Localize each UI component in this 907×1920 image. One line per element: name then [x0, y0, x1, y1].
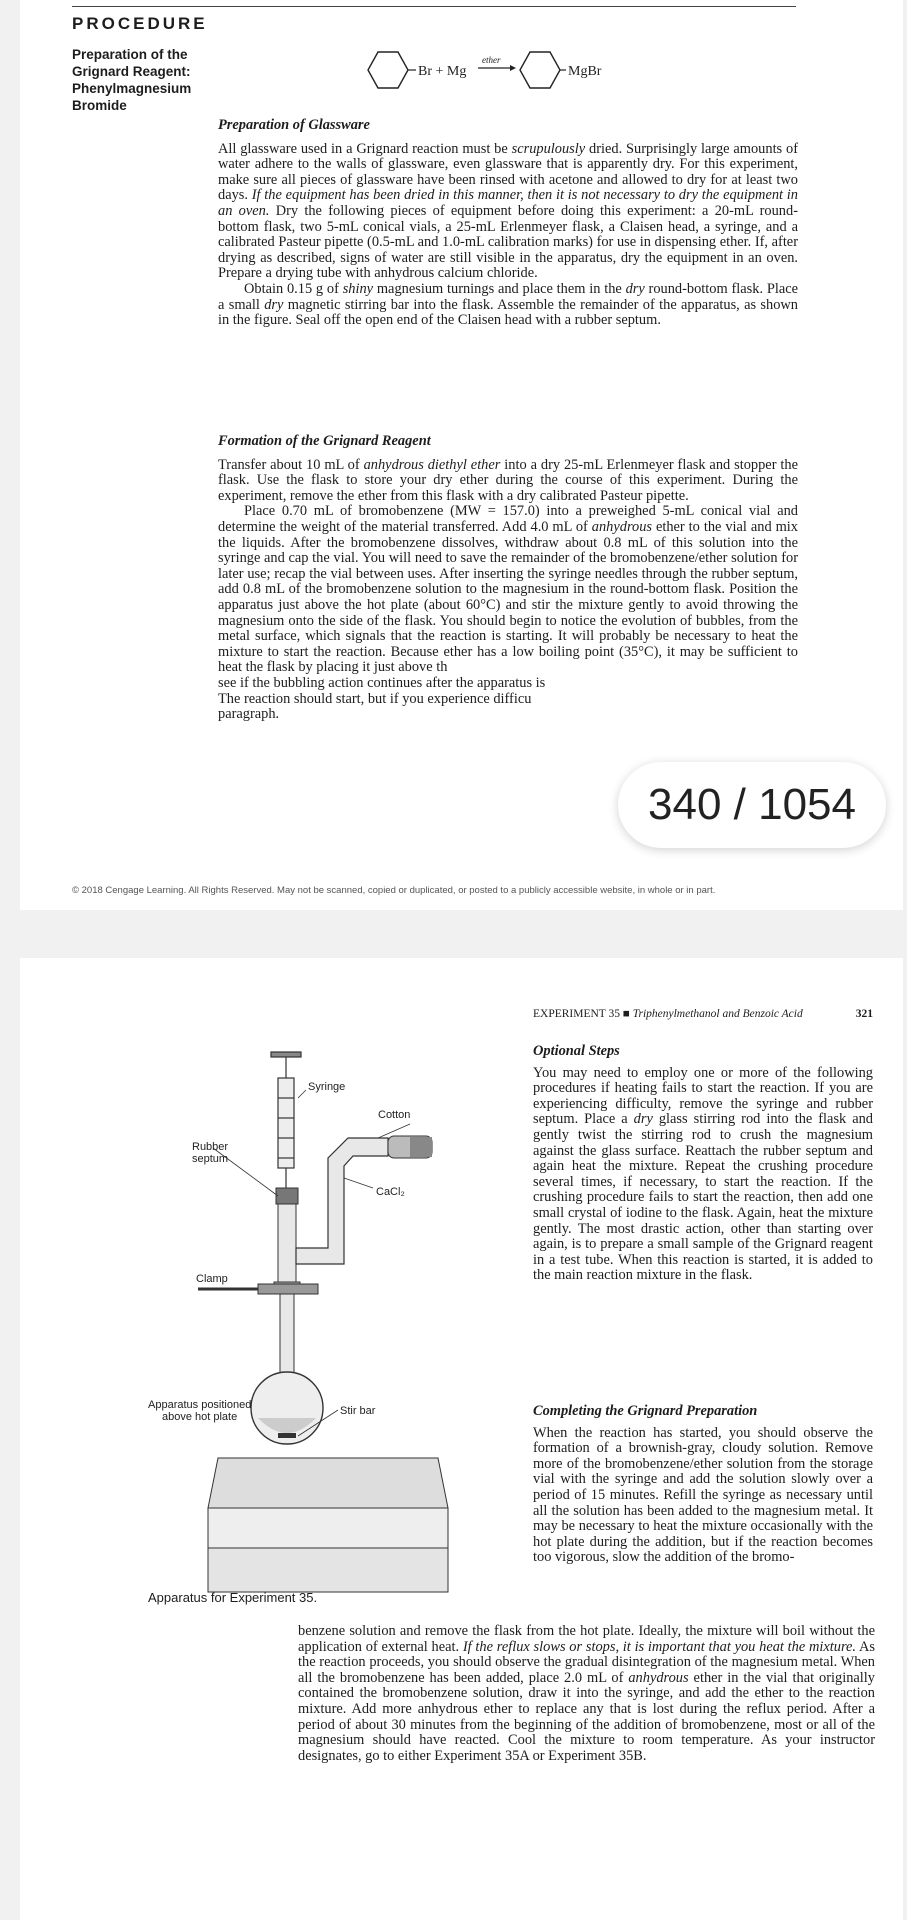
top-rule: [72, 6, 796, 7]
header-title: Triphenylmethanol and Benzoic Acid: [632, 1008, 803, 1020]
glassware-paragraph-2: Obtain 0.15 g of shiny magnesium turnings and place them in the dry round-bottom flask. Place a small dry magnetic stirring bar into the flask. Assemble the remainder of the apparatus, as shown in the figure. Seal off the open end of the Claisen head with a rubber septum.: [218, 280, 798, 329]
benzene-ring-icon: [520, 52, 560, 88]
hot-plate-icon: [208, 1458, 448, 1592]
completing-full-paragraph: benzene solution and remove the flask from the hot plate. Ideally, the mixture will boil without the application of external heat. If the reflux slows or stops, it is important that you heat the mixture. As the reaction proceeds, you should observe the gradual disintegration of the magnesium metal. When all the bromobenzene has been added, place 2.0 mL of anhydrous ether in the vial that originally contained the bromobenzene solution, draw it into the syringe, and add the ether to the reaction mixture. Add more anhydrous ether to replace any that is lost during the reflux period. After a period of about 30 minutes from the beginning of the addition of bromobenzene, most or all of the magnesium should have reacted. Cool the mixture to room temperature. As your instructor designates, go to either Experiment 35A or Experiment 35B.: [298, 1623, 875, 1764]
apparatus-figure: [148, 1038, 528, 1598]
copyright-notice: © 2018 Cengage Learning. All Rights Reserved. May not be scanned, copied or duplicated, or posted to a publicly accessible website, in whole or in part.: [72, 885, 716, 896]
clamp-icon: [198, 1284, 318, 1294]
formation-line: The reaction should start, but if you experience difficu: [218, 690, 532, 707]
reactant-label: Br + Mg: [418, 64, 467, 79]
formation-section: [218, 434, 798, 723]
reaction-equation: [360, 46, 680, 94]
product-label: MgBr: [568, 64, 602, 79]
side-title-line: Bromide: [72, 98, 127, 113]
running-header: [533, 1008, 873, 1020]
glassware-section: [218, 118, 798, 329]
section-heading: PROCEDURE: [72, 14, 208, 33]
label-rubber-septum: septum: [192, 1153, 229, 1165]
label-stir-bar: Stir bar: [340, 1405, 376, 1417]
stir-bar-icon: [278, 1433, 296, 1438]
side-title: [72, 46, 222, 114]
formation-heading: Formation of the Grignard Reagent: [218, 433, 431, 449]
header-experiment: EXPERIMENT 35: [533, 1008, 620, 1020]
glassware-paragraph-1: All glassware used in a Grignard reaction must be scrupulously dried. Surprisingly large amounts of water adhere to the walls of glassware, even glassware that is apparently dry. For this experiment, make sure all pieces of glassware have been rinsed with acetone and allowed to dry for at least two days. If the equipment has been dried in this manner, then it is not necessary to dry the equipment in an oven. Dry the following pieces of equipment before doing this experiment: a 20-mL round-bottom flask, two 5-mL conical vials, a 25-mL Erlenmeyer flask, a Claisen head, a syringe, and a calibrated Pasteur pipette (0.5-mL and 1.0-mL calibration marks) for use in dispensing ether. If, after drying as described, signs of water are still visible in the apparatus, dry the equipment in an oven. Prepare a drying tube with anhydrous calcium chloride.: [218, 140, 798, 282]
label-clamp: Clamp: [196, 1273, 228, 1285]
arrow-label: ether: [482, 55, 501, 65]
document-page-341: [20, 958, 903, 1920]
page-counter: 340 / 1054: [618, 762, 886, 848]
figure-caption: Apparatus for Experiment 35.: [148, 1590, 318, 1605]
label-cacl2: CaCl₂: [376, 1186, 405, 1198]
optional-paragraph: You may need to employ one or more of the following procedures if heating fails to start the reaction. If you are experiencing difficulty, remove the syringe and rubber septum. Place a dry glass stirring rod into the flask and gently twist the stirring rod to crush the magnesium against the glass surface. Reattach the rubber septum and again heat the mixture. Repeat the crushing procedure several times, if necessary, to start the reaction. If the crushing procedure fails to start the reaction, then add one small crystal of iodine to the flask. Again, heat the mixture gently. The most drastic action, other than starting over again, is to prepare a small sample of the Grignard reagent in a test tube. When this reaction is started, it is added to the main reaction mixture in the flask.: [533, 1064, 873, 1284]
formation-line: paragraph.: [218, 706, 280, 723]
label-cotton: Cotton: [378, 1109, 411, 1121]
benzene-ring-icon: [368, 52, 408, 88]
square-bullet-icon: ■: [622, 1008, 633, 1020]
glassware-heading: Preparation of Glassware: [218, 117, 370, 133]
formation-paragraph-1: Transfer about 10 mL of anhydrous diethyl ether into a dry 25-mL Erlenmeyer flask and stopper the flask. Use the flask to store your dry ether during the course of this experiment. During the experiment, remove the ether from this flask with a dry calibrated Pasteur pipette.: [218, 456, 798, 504]
syringe-icon: [271, 1052, 301, 1188]
side-title-line: Grignard Reagent:: [72, 64, 191, 79]
label-syringe: Syringe: [308, 1081, 346, 1093]
label-apparatus: above hot plate: [162, 1411, 238, 1423]
optional-steps-section: [533, 1044, 873, 1284]
formation-line: see if the bubbling action continues after the apparatus is: [218, 674, 546, 691]
side-title-line: Phenylmagnesium: [72, 81, 192, 96]
label-apparatus: Apparatus positioned: [148, 1399, 252, 1411]
rubber-septum-icon: [276, 1188, 298, 1204]
label-rubber-septum: Rubber: [192, 1141, 229, 1153]
page-number: 321: [855, 1008, 873, 1020]
completing-heading: Completing the Grignard Preparation: [533, 1403, 758, 1419]
formation-paragraph-2: Place 0.70 mL of bromobenzene (MW = 157.0) into a preweighed 5-mL conical vial and determine the weight of the material transferred. Add 4.0 mL of anhydrous ether to the vial and mix the liquids. After the bromobenzene dissolves, withdraw about 0.8 mL of this solution into the syringe and cap the vial. You will need to save the remainder of the bromobenzene/ether solution for later use; recap the vial between uses. After inserting the syringe needles through the rubber septum, add 0.8 mL of the bromobenzene solution to the magnesium in the round-bottom flask. Position the apparatus just above the hot plate (about 60°C) and stir the mixture gently to avoid throwing the magnesium onto the side of the flask. You should begin to notice the evolution of bubbles, from the metal surface, which signals that the reaction is starting. It will probably be necessary to heat the mixture to start the reaction. Because ether has a low boiling point (35°C), it may be sufficient to heat the flask by placing it just above th: [218, 503, 798, 676]
completing-section: [533, 1404, 873, 1566]
side-title-line: Preparation of the: [72, 47, 188, 62]
optional-heading: Optional Steps: [533, 1043, 620, 1059]
completing-column-paragraph: When the reaction has started, you should observe the formation of a brownish-gray, cloudy solution. Remove more of the bromobenzene/ether solution from the storage vial with the syringe and add the solution slowly over a period of 15 minutes. Refill the syringe as necessary until all the solution has been added to the magnesium metal. It may be necessary to heat the mixture occasionally with the hot plate during the addition, but if the reaction becomes too vigorous, slow the addition of the bromo-: [533, 1424, 873, 1566]
